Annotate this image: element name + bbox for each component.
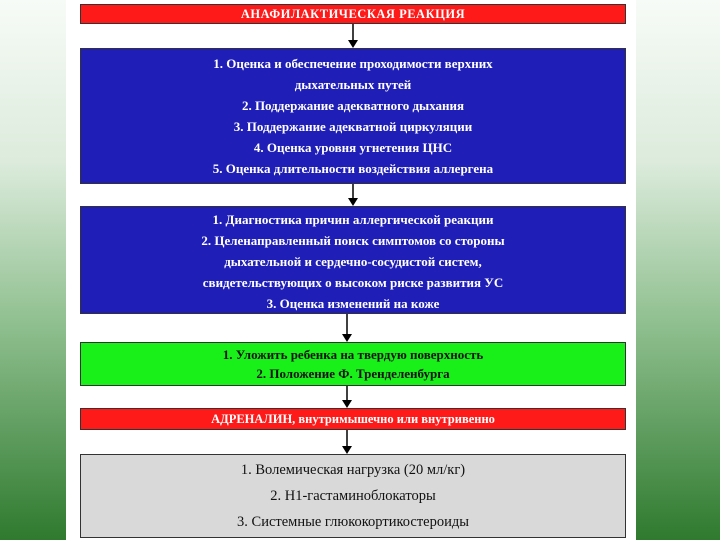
therapy-line: 2. H1-гастаминоблокаторы	[270, 488, 436, 504]
diagnostics-line: 1. Диагностика причин аллергической реакции	[212, 212, 494, 227]
adrenaline-text: АДРЕНАЛИН, внутримышечно или внутривенно	[211, 412, 495, 426]
arrow-down-icon	[342, 314, 352, 342]
arrow-down-icon	[348, 24, 358, 48]
diagnostics-box	[80, 206, 626, 314]
flowchart-slide	[66, 0, 636, 540]
diagnostics-line: свидетельствующих о высоком риске развития УС	[202, 275, 504, 290]
assessment-line: 5. Оценка длительности воздействия аллергена	[212, 161, 494, 176]
assessment-line: дыхательных путей	[294, 77, 412, 92]
positioning-line: 2. Положение Ф. Тренделенбурга	[256, 366, 450, 381]
assessment-line: 1. Оценка и обеспечение проходимости верхних	[213, 56, 493, 71]
diagnostics-line: 2. Целенаправленный поиск симптомов со стороны	[201, 233, 505, 248]
therapy-line: 3. Системные глюкокортикостероиды	[237, 514, 469, 530]
therapy-line: 1. Волемическая нагрузка (20 мл/кг)	[240, 462, 466, 478]
adrenaline-box	[80, 408, 626, 430]
title-text: АНАФИЛАКТИЧЕСКАЯ РЕАКЦИЯ	[240, 7, 466, 21]
positioning-box	[80, 342, 626, 386]
assessment-line: 3. Поддержание адекватной циркуляции	[233, 119, 473, 134]
assessment-line: 2. Поддержание адекватного дыхания	[241, 98, 465, 113]
arrow-down-icon	[342, 430, 352, 454]
assessment-box	[80, 48, 626, 184]
diagnostics-line: 3. Оценка изменений на коже	[266, 296, 440, 311]
diagnostics-line: дыхательной и сердечно-сосудистой систем,	[224, 254, 482, 269]
assessment-line: 4. Оценка уровня угнетения ЦНС	[253, 140, 453, 155]
arrow-down-icon	[348, 184, 358, 206]
title-box	[80, 4, 626, 24]
positioning-line: 1. Уложить ребенка на твердую поверхность	[222, 347, 484, 362]
therapy-box	[80, 454, 626, 538]
right-gradient-background	[636, 0, 720, 540]
arrow-down-icon	[342, 386, 352, 408]
left-gradient-background	[0, 0, 66, 540]
